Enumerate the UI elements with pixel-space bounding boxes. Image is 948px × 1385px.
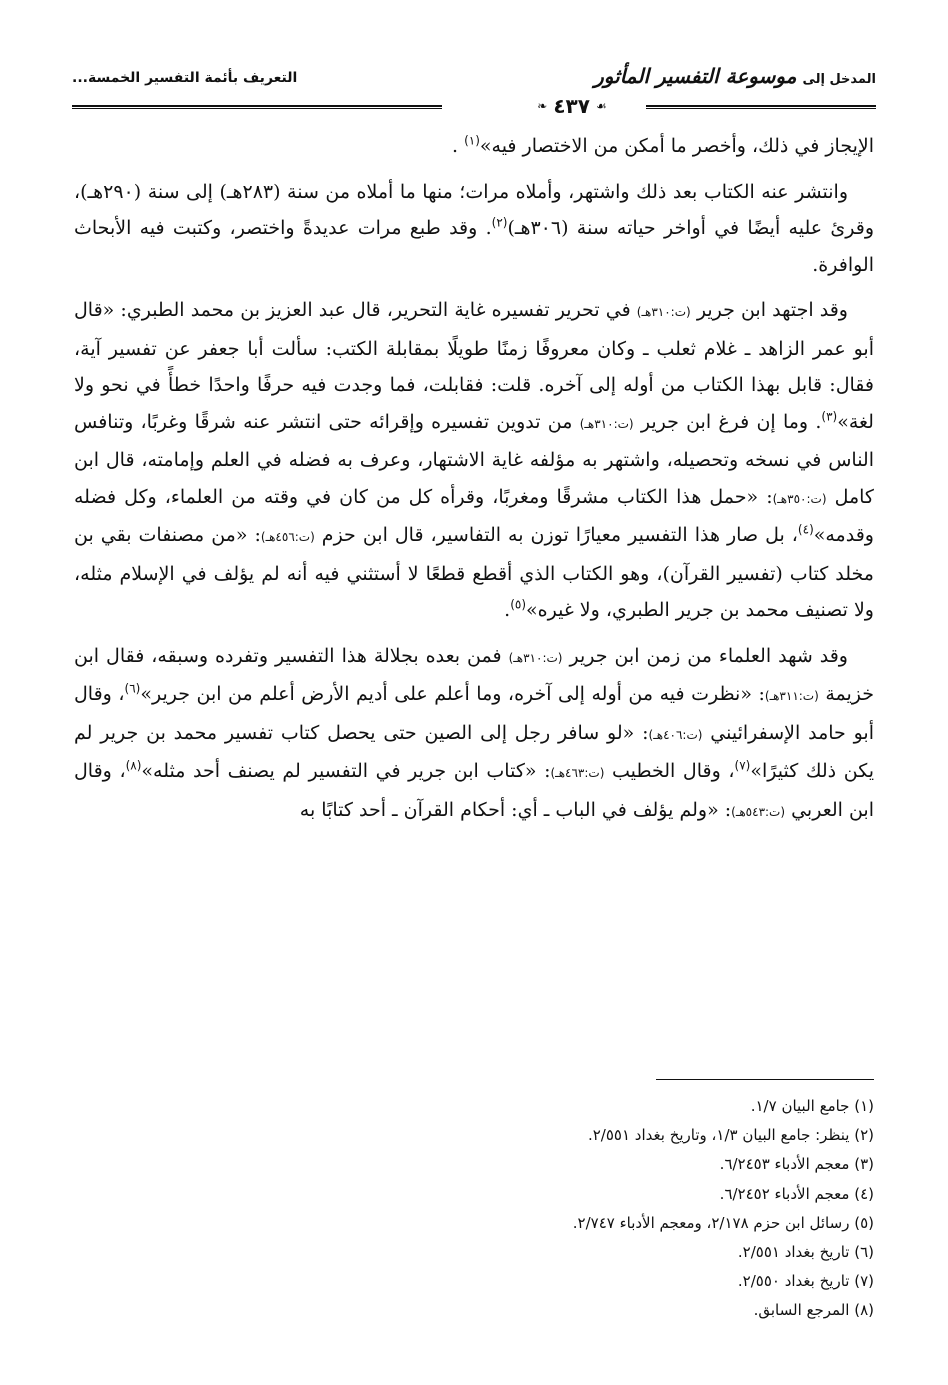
death-date: (ت:٣١٠هـ) xyxy=(508,650,563,665)
text-run: في تحرير تفسيره غاية التحرير، قال عبد العزيز بن محمد الطبري: «قال أبو عمر الزاهد ـ غلام ثعلب ـ وكان معروفًا زمنًا طويلًا بمقابلة الكتب: سألت أبا جعفر عن تفسير آية، فقال: قابل بهذا الكتاب من أوله إلى آخره. قلت: فقابلت، فما وجدت فيه حرفًا واحدًا خطأً في نحو ولا لغة» xyxy=(74,299,874,433)
text-run: فمن بعده بجلالة هذا التفسير وتفرده وسبقه، فقال ابن خزيمة xyxy=(74,644,875,705)
death-date: (ت:٤٠٦هـ) xyxy=(648,727,703,742)
ornament-right-icon: ☙ xyxy=(595,99,607,113)
text-run: وقد شهد العلماء من زمن ابن جرير xyxy=(562,644,848,667)
paragraph-2-text-a: وانتشر عنه الكتاب بعد ذلك واشتهر، وأملاه مرات؛ منها ما أملاه من سنة (٢٨٣هـ) إلى سنة (٢٩٠هـ)، وقرئ عليه أيضًا في أواخر حياته سنة (٣٠٦هـ) xyxy=(74,180,874,239)
text-run: : «من مصنفات بقي بن مخلد كتاب (تفسير القرآن)، وهو الكتاب الذي أقطع قطعًا لا أستثني فيه أنه لم يؤلف في الإسلام مثله، ولا تصنيف محمد بن جرير الطبري، ولا غيره» xyxy=(74,524,874,621)
header-book-title-group xyxy=(594,64,876,88)
footnote-ref: (٨) xyxy=(125,758,142,773)
death-date: (ت:٤٦٣هـ) xyxy=(550,766,605,780)
footnote-ref: (٢) xyxy=(491,215,508,230)
text-run: : «حمل هذا الكتاب مشرقًا ومغربًا، وقرأه كل من كان في وقته من العلماء، وكل فضله وقدمه» xyxy=(74,485,874,546)
footnote-3: (٣) معجم الأدباء ٦/٢٤٥٣. xyxy=(719,1155,874,1174)
running-header xyxy=(72,58,876,118)
paragraph-2-text-b: . وقد طبع مرات عديدةً واختصر، وكتبت فيه الأبحاث الوافرة. xyxy=(74,217,874,276)
death-date: (ت:٣٥٠هـ) xyxy=(772,491,827,506)
text-run: ، بل صار هذا التفسير معيارًا توزن به التفاسير، قال ابن حزم xyxy=(314,524,798,546)
footnote-2: (٢) ينظر: جامع البيان ١/٣، وتاريخ بغداد ٢/٥٥١. xyxy=(587,1126,874,1145)
footnote-ref: (٤) xyxy=(797,522,814,537)
footnote-7: (٧) تاريخ بغداد ٢/٥٥٠. xyxy=(737,1272,874,1291)
death-date: (ت:٣١٠هـ) xyxy=(636,305,691,319)
death-date: (ت:٣١١هـ) xyxy=(764,689,819,703)
text-run: وقد اجتهد ابن جرير xyxy=(690,299,848,321)
footnote-ref: (٧) xyxy=(734,758,751,773)
text-run: ، وقال الخطيب xyxy=(604,760,735,782)
paragraph-4 xyxy=(74,638,874,831)
text-run: ، وقال أبو حامد الإسفرائيني xyxy=(74,683,875,744)
death-date: (ت:٥٤٣هـ) xyxy=(731,804,786,819)
footnote-1: (١) جامع البيان ١/٧. xyxy=(750,1097,874,1115)
header-rule-left xyxy=(72,105,442,109)
text-run: : «ولم يؤلف في الباب ـ أي: أحكام القرآن ـ أحد كتابًا به xyxy=(299,798,732,821)
footnote-6: (٦) تاريخ بغداد ٢/٥٥١. xyxy=(737,1243,874,1262)
footnote-separator xyxy=(656,1079,874,1080)
footnote-ref: (٦) xyxy=(124,681,141,696)
header-prefix: المدخل إلى xyxy=(802,72,876,87)
header-rule-right xyxy=(646,105,876,109)
footnote-ref: (١) xyxy=(464,133,480,148)
header-book-title: موسوعة التفسير المأثور xyxy=(594,64,797,88)
text-run: : «كتاب ابن جرير في التفسير لم يصنف أحد مثله» xyxy=(141,760,551,782)
header-chapter-title: التعريف بأئمة التفسير الخمسة... xyxy=(72,70,298,86)
text-run: من تدوين تفسيره وإقرائه حتى انتشر عنه شرقًا وغربًا، وتنافس الناس في نسخه وتحصيله، واشتهر به مؤلفه غاية الاشتهار، وعرف به فضله في العلم وإمامته، قال ابن كامل xyxy=(74,410,874,508)
paragraph-2 xyxy=(74,174,874,284)
text-run: ، وقال ابن العربي xyxy=(74,760,874,821)
page-number-group xyxy=(506,94,638,118)
header-rule xyxy=(72,96,876,116)
paragraph-1-text: الإيجاز في ذلك، وأخصر ما أمكن من الاختصار فيه» xyxy=(479,135,874,157)
text-run: : «لو سافر رجل إلى الصين حتى يحصل كتاب تفسير محمد بن جرير لم يكن ذلك كثيرًا» xyxy=(74,721,874,782)
ornament-left-icon: ❧ xyxy=(537,99,548,113)
death-date: (ت:٤٥٦هـ) xyxy=(260,530,315,544)
death-date: (ت:٣١٠هـ) xyxy=(579,416,634,431)
page-number: ٤٣٧ xyxy=(553,94,590,118)
paragraph-1 xyxy=(74,128,874,165)
footnote-8: (٨) المرجع السابق. xyxy=(753,1301,874,1320)
text-run: : «نظرت فيه من أوله إلى آخره، وما أعلم على أديم الأرض أعلم من ابن جرير» xyxy=(140,683,765,705)
footnote-4: (٤) معجم الأدباء ٦/٢٤٥٢. xyxy=(719,1184,874,1203)
paragraph-3 xyxy=(74,292,874,629)
main-text xyxy=(74,128,874,839)
footnote-ref: (٥) xyxy=(510,597,527,612)
text-run: . وما إن فرغ ابن جرير xyxy=(633,410,822,433)
paragraph-1-end: . xyxy=(451,135,465,157)
footnote-5: (٥) رسائل ابن حزم ٢/١٧٨، ومعجم الأدباء ٢/٧٤٧. xyxy=(572,1213,874,1232)
text-run: . xyxy=(504,599,511,621)
footnote-ref: (٣) xyxy=(821,409,838,424)
footnotes xyxy=(374,1092,874,1326)
